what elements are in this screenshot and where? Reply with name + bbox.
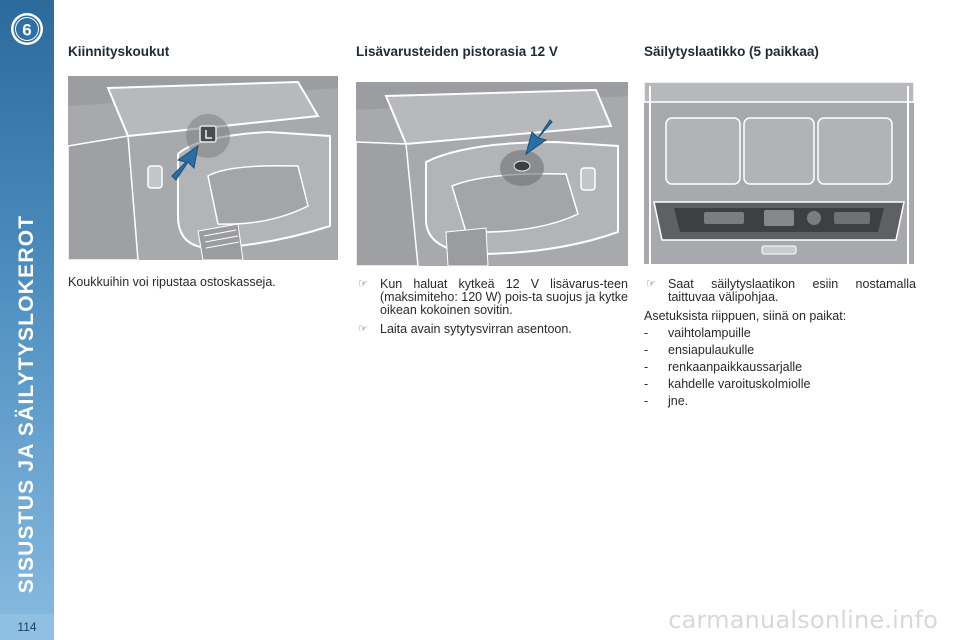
list-item-text: vaihtolampuille <box>668 326 751 340</box>
section-heading: Säilytyslaatikko (5 paikkaa) <box>644 44 819 59</box>
list-item <box>356 278 628 317</box>
chapter-number: 6 <box>22 20 32 40</box>
list-item-text: ensiapulaukulle <box>668 343 755 357</box>
list-item-text: kahdelle varoituskolmiolle <box>668 377 811 391</box>
list-item-text: Laita avain sytytysvirran asentoon. <box>380 322 572 336</box>
watermark: carmanualsonline.info <box>668 606 938 634</box>
chapter-number-badge <box>10 12 44 46</box>
section-body <box>644 278 916 412</box>
list-item: - ensiapulaukulle <box>644 343 755 357</box>
list-item-text: Kun haluat kytkeä 12 V lisävarus-teen (maksimiteho: 120 W) pois-ta suojus ja kytke oikean kokoinen sovitin. <box>380 277 629 317</box>
list-item-text: Saat säilytyslaatikon esiin nostamalla taittuvaa välipohjaa. <box>668 277 916 304</box>
car-trunk-hook-illustration <box>68 76 338 260</box>
section-heading: Kiinnityskoukut <box>68 44 170 59</box>
section-body <box>356 278 628 342</box>
list-item <box>644 278 916 304</box>
chapter-sidebar <box>0 0 54 640</box>
section-heading: Lisävarusteiden pistorasia 12 V <box>356 44 558 59</box>
list-item <box>356 323 628 336</box>
section-body: Koukkuihin voi ripustaa ostoskasseja. <box>68 275 276 289</box>
list-item-text: renkaanpaikkaussarjalle <box>668 360 803 374</box>
intro-text: Asetuksista riippuen, siinä on paikat: <box>644 309 847 323</box>
underfloor-storage-box-illustration <box>644 82 914 264</box>
car-trunk-12v-socket-illustration <box>356 82 628 266</box>
pointing-hand-icon: ☞ <box>358 278 368 290</box>
page-number: 114 <box>0 614 54 640</box>
pointing-hand-icon: ☞ <box>646 278 656 290</box>
chapter-title: SISUSTUS JA SÄILYTYSLOKEROT <box>15 214 38 594</box>
list-item: - kahdelle varoituskolmiolle <box>644 377 811 391</box>
pointing-hand-icon: ☞ <box>358 323 368 335</box>
list-item: - jne. <box>644 394 689 408</box>
list-item: - vaihtolampuille <box>644 326 751 340</box>
list-item: - renkaanpaikkaussarjalle <box>644 360 803 374</box>
list-item-text: jne. <box>668 394 689 408</box>
